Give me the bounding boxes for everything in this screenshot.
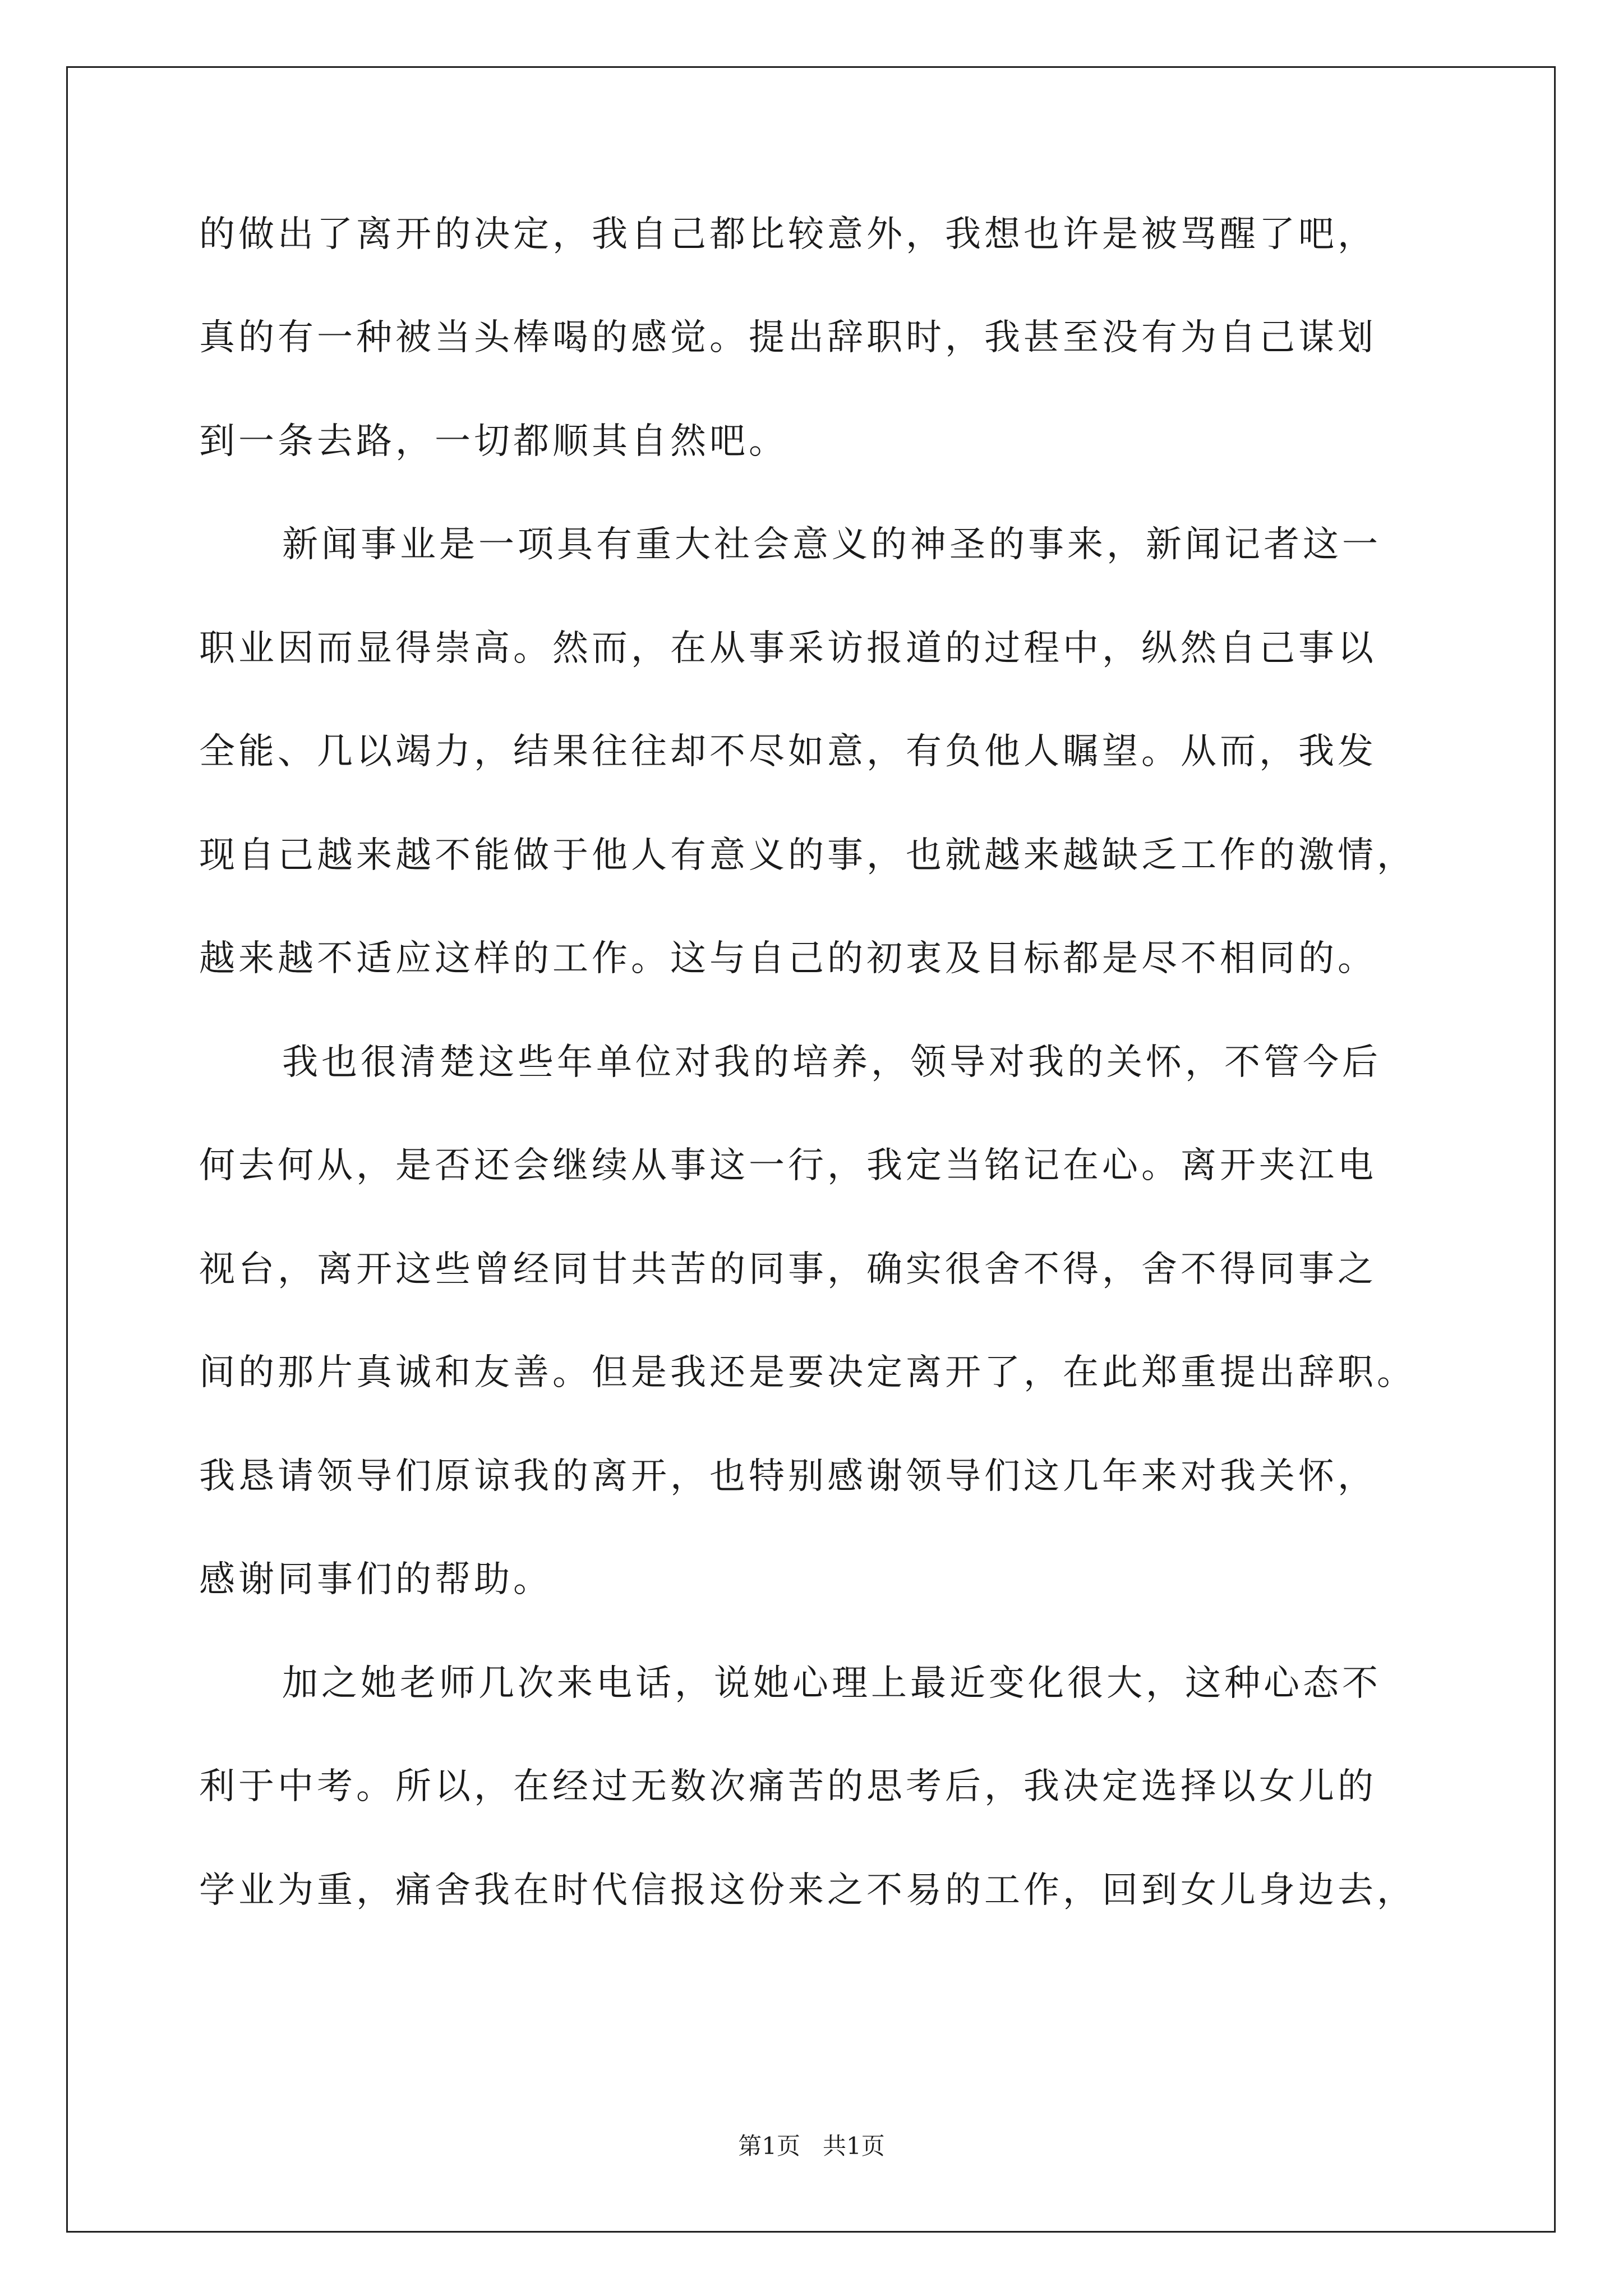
- text-line: 全能、几以竭力，结果往往却不尽如意，有负他人瞩望。从而，我发: [199, 731, 1377, 772]
- text-line: 加之她老师几次来电话，说她心理上最近变化很大，这种心态不: [282, 1663, 1381, 1704]
- text-line: 学业为重，痛舍我在时代信报这份来之不易的工作，回到女儿身边去，: [199, 1870, 1416, 1911]
- text-line: 真的有一种被当头棒喝的感觉。提出辞职时，我甚至没有为自己谋划: [199, 317, 1377, 358]
- text-line: 利于中考。所以，在经过无数次痛苦的思考后，我决定选择以女儿的: [199, 1766, 1377, 1807]
- text-line: 感谢同事们的帮助。: [199, 1559, 552, 1600]
- text-line: 视台，离开这些曾经同甘共苦的同事，确实很舍不得，舍不得同事之: [199, 1249, 1377, 1290]
- text-line: 我恳请领导们原谅我的离开，也特别感谢领导们这几年来对我关怀，: [199, 1456, 1377, 1497]
- text-line: 现自己越来越不能做于他人有意义的事，也就越来越缺乏工作的激情，: [199, 835, 1416, 876]
- text-line: 间的那片真诚和友善。但是我还是要决定离开了，在此郑重提出辞职。: [199, 1352, 1416, 1393]
- page-number-footer: 第1页 共1页: [738, 2132, 885, 2160]
- text-line: 新闻事业是一项具有重大社会意义的神圣的事来，新闻记者这一: [282, 524, 1381, 565]
- text-line: 越来越不适应这样的工作。这与自己的初衷及目标都是尽不相同的。: [199, 938, 1377, 979]
- text-line: 到一条去路，一切都顺其自然吧。: [199, 421, 788, 462]
- text-line: 何去何从，是否还会继续从事这一行，我定当铭记在心。离开夹江电: [199, 1145, 1377, 1186]
- text-line: 职业因而显得崇高。然而，在从事采访报道的过程中，纵然自己事以: [199, 628, 1377, 669]
- text-line: 我也很清楚这些年单位对我的培养，领导对我的关怀，不管今后: [282, 1042, 1381, 1083]
- text-line: 的做出了离开的决定，我自己都比较意外，我想也许是被骂醒了吧，: [199, 214, 1377, 255]
